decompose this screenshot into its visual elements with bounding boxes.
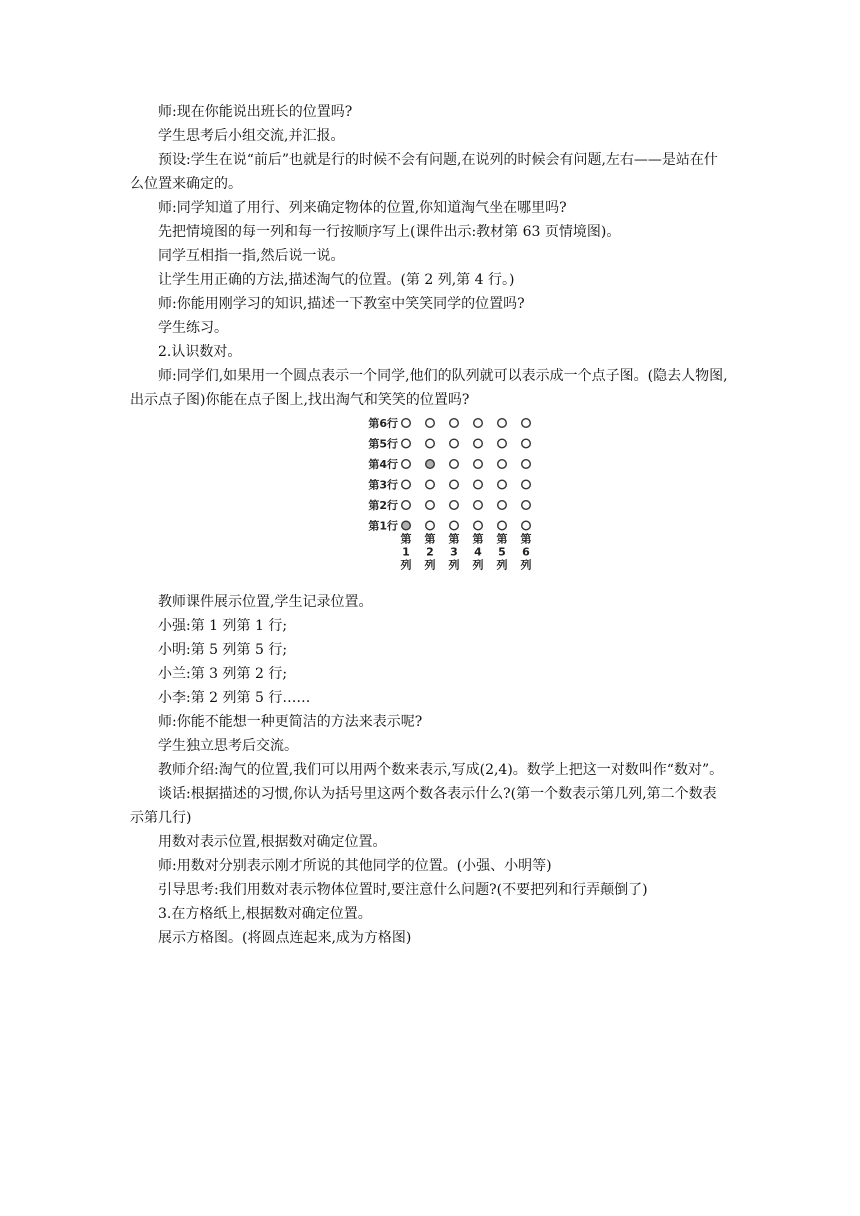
- grid-dot: [426, 501, 435, 510]
- paragraph: 教师课件展示位置,学生记录位置。: [158, 594, 373, 610]
- bottom-text: [130, 590, 730, 950]
- paragraph: 让学生用正确的方法,描述淘气的位置。(第 2 列,第 4 行。): [158, 272, 515, 288]
- grid-dot: [402, 501, 411, 510]
- column-label: 6: [522, 545, 530, 559]
- grid-dot: [402, 460, 411, 469]
- column-label: 第: [472, 532, 484, 546]
- paragraph: 同学互相指一指,然后说一说。: [158, 248, 345, 264]
- paragraph: 展示方格图。(将圆点连起来,成为方格图): [158, 930, 412, 946]
- column-label: 列: [496, 558, 508, 572]
- paragraph: 师:用数对分别表示刚才所说的其他同学的位置。(小强、小明等): [158, 858, 552, 874]
- column-label: 第: [520, 532, 532, 546]
- grid-dot: [402, 439, 411, 448]
- grid-dot: [522, 460, 531, 469]
- grid-dot: [498, 480, 507, 489]
- column-label: 列: [472, 558, 484, 572]
- grid-dot: [402, 521, 411, 530]
- grid-dot: [474, 480, 483, 489]
- column-label: 第: [496, 532, 508, 546]
- grid-dot: [474, 501, 483, 510]
- grid-dot: [426, 460, 435, 469]
- paragraph: 小李:第 2 列第 5 行……: [158, 690, 311, 706]
- section-heading: 2.认识数对。: [158, 344, 242, 360]
- column-label: 1: [402, 545, 410, 559]
- grid-dot: [498, 501, 507, 510]
- row-label: 第4行: [368, 458, 398, 471]
- row-label: 第3行: [368, 478, 398, 492]
- paragraph: 师:你能不能想一种更简洁的方法来表示呢?: [158, 714, 423, 730]
- grid-dot: [474, 439, 483, 448]
- grid-dot: [426, 480, 435, 489]
- column-label: 2: [426, 545, 434, 559]
- grid-dot: [498, 439, 507, 448]
- dot-grid-diagram: [358, 416, 538, 584]
- paragraph: 用数对表示位置,根据数对确定位置。: [158, 834, 387, 850]
- column-label: 列: [448, 558, 460, 572]
- document-page: [130, 100, 730, 950]
- grid-dot: [402, 480, 411, 489]
- section-heading: 3.在方格纸上,根据数对确定位置。: [158, 906, 372, 922]
- grid-dot: [450, 439, 459, 448]
- grid-dot: [498, 521, 507, 530]
- paragraph: 教师介绍:淘气的位置,我们可以用两个数来表示,写成(2,4)。数学上把这一对数叫作“数对”。: [158, 762, 724, 778]
- paragraph: 学生练习。: [158, 320, 228, 336]
- paragraph: 学生独立思考后交流。: [158, 738, 298, 754]
- grid-dot: [402, 419, 411, 428]
- column-label: 第: [400, 532, 412, 546]
- grid-dot: [474, 419, 483, 428]
- row-label: 第5行: [368, 437, 398, 451]
- column-label: 列: [520, 558, 532, 572]
- paragraph: 师:同学们,如果用一个圆点表示一个同学,他们的队列就可以表示成一个点子图。(隐去人物图,出示点子图)你能在点子图上,找出淘气和笑笑的位置吗?: [130, 368, 728, 408]
- paragraph: 先把情境图的每一列和每一行按顺序写上(课件出示:教材第 63 页情境图)。: [158, 224, 621, 240]
- grid-dot: [474, 460, 483, 469]
- grid-dot: [426, 439, 435, 448]
- grid-dot: [426, 419, 435, 428]
- column-label: 第: [448, 532, 460, 546]
- column-label: 第: [424, 532, 436, 546]
- grid-dot: [426, 521, 435, 530]
- row-label: 第1行: [368, 519, 398, 533]
- paragraph: 小强:第 1 列第 1 行;: [158, 618, 288, 634]
- paragraph: 师:同学知道了用行、列来确定物体的位置,你知道淘气坐在哪里吗?: [158, 200, 567, 216]
- grid-dot: [474, 521, 483, 530]
- grid-dot: [450, 501, 459, 510]
- dot-grid-figure: [130, 412, 730, 590]
- grid-dot: [450, 419, 459, 428]
- grid-dot: [498, 419, 507, 428]
- grid-dot: [450, 521, 459, 530]
- paragraph: 师:你能用刚学习的知识,描述一下教室中笑笑同学的位置吗?: [158, 296, 525, 312]
- paragraph: 预设:学生在说“前后”也就是行的时候不会有问题,在说列的时候会有问题,左右——是站在什么位置来确定的。: [130, 152, 718, 192]
- paragraph: 小兰:第 3 列第 2 行;: [158, 666, 288, 682]
- grid-dot: [522, 419, 531, 428]
- paragraph: 学生思考后小组交流,并汇报。: [158, 128, 345, 144]
- column-label: 列: [424, 558, 436, 572]
- column-label: 5: [498, 545, 506, 559]
- row-label: 第6行: [368, 417, 398, 430]
- paragraph: 谈话:根据描述的习惯,你认为括号里这两个数各表示什么?(第一个数表示第几列,第二个数表示第几行): [130, 786, 717, 826]
- paragraph: 引导思考:我们用数对表示物体位置时,要注意什么问题?(不要把列和行弄颠倒了): [158, 882, 648, 898]
- grid-dot: [522, 501, 531, 510]
- column-label: 3: [450, 545, 458, 559]
- top-text: [130, 100, 730, 412]
- column-label: 列: [400, 558, 412, 572]
- grid-dot: [450, 460, 459, 469]
- column-label: 4: [474, 545, 482, 559]
- paragraph: 师:现在你能说出班长的位置吗?: [158, 104, 353, 120]
- paragraph: 小明:第 5 列第 5 行;: [158, 642, 288, 658]
- grid-dot: [522, 439, 531, 448]
- grid-dot: [522, 480, 531, 489]
- row-label: 第2行: [368, 499, 398, 512]
- grid-dot: [498, 460, 507, 469]
- grid-dot: [450, 480, 459, 489]
- grid-dot: [522, 521, 531, 530]
